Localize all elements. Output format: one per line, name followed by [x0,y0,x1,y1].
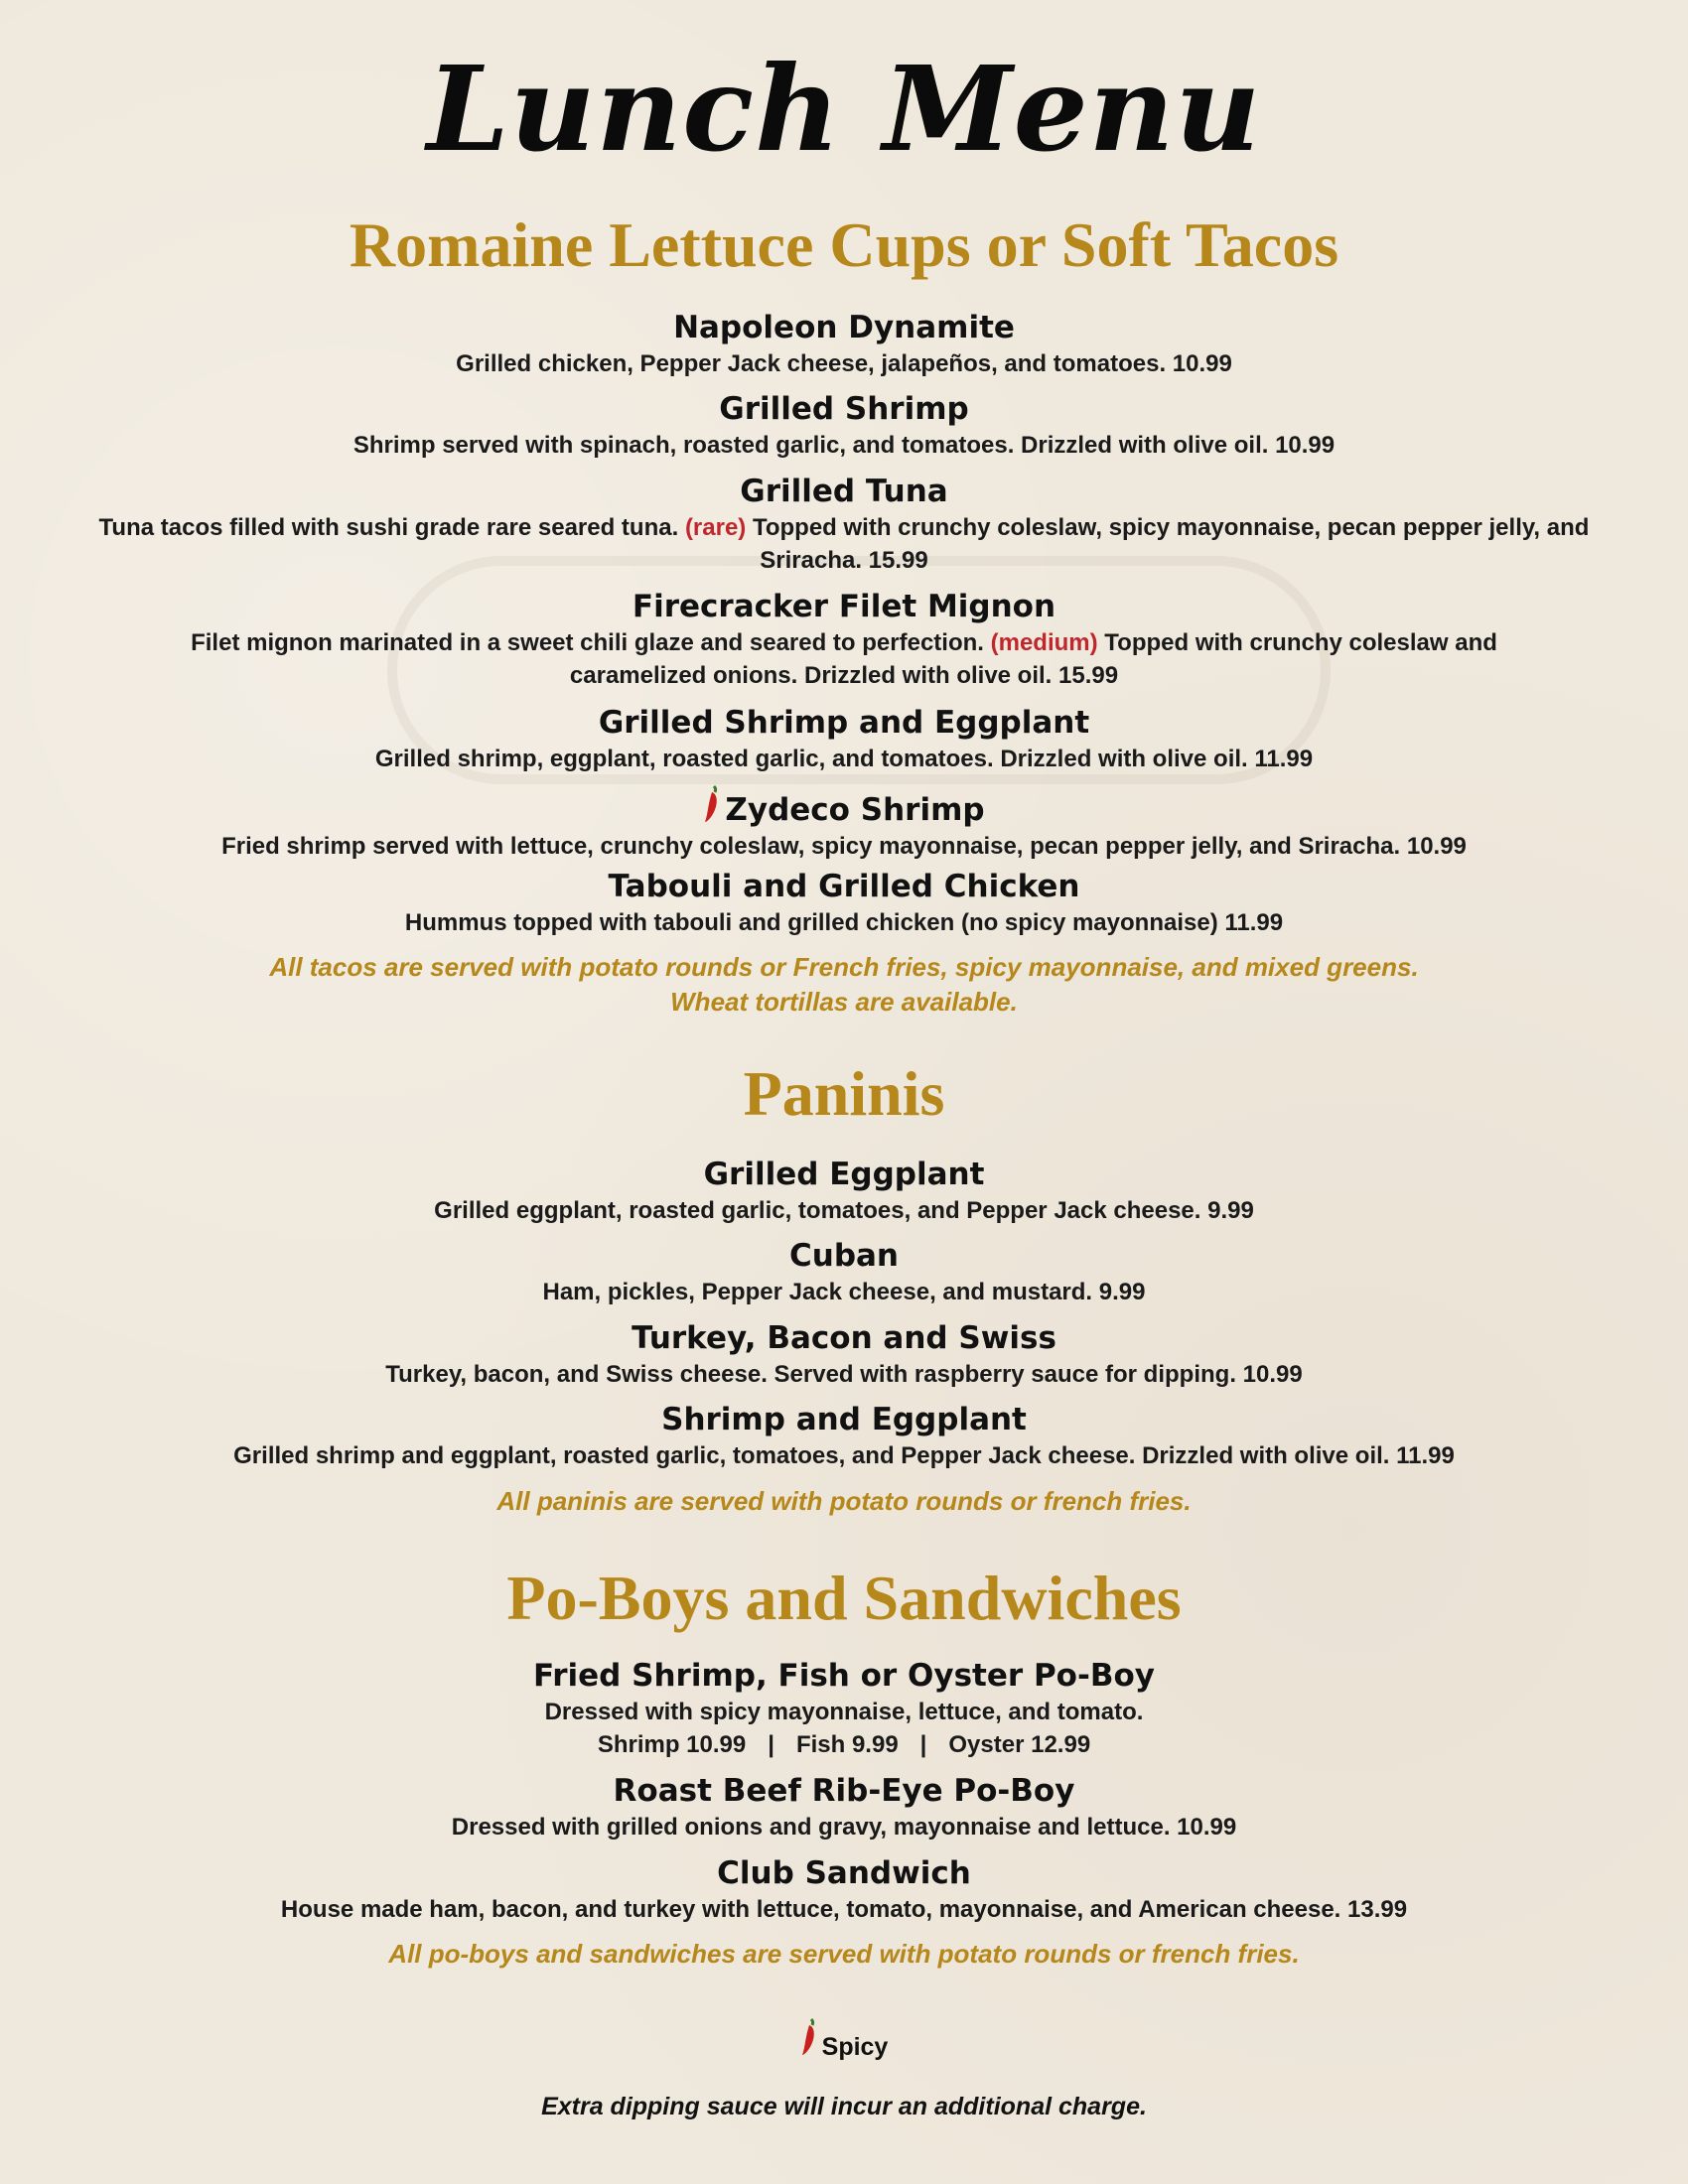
item-description: Grilled chicken, Pepper Jack cheese, jalapeños, and tomatoes. 10.99 [456,350,1232,377]
item-description: Turkey, bacon, and Swiss cheese. Served with raspberry sauce for dipping. 10.99 [385,1361,1303,1388]
desc-text: Tuna tacos filled with sushi grade rare seared tuna. [98,514,685,541]
menu-item [60,1236,1628,1308]
item-name: Fried Shrimp, Fish or Oyster Po-Boy [533,1658,1155,1694]
section-note [60,1484,1628,1519]
legend-label: Spicy [821,2033,889,2061]
item-description: Fried shrimp served with lettuce, crunchy coleslaw, spicy mayonnaise, pecan pepper jelly, and Sriracha. 10.99 [221,833,1467,860]
price-separator: | [919,1731,927,1758]
item-description: Grilled shrimp, eggplant, roasted garlic, and tomatoes. Drizzled with olive oil. 11.99 [374,746,1314,772]
item-name: Cuban [789,1238,899,1274]
item-name: Grilled Tuna [740,474,948,509]
item-name: Grilled Eggplant [703,1157,985,1192]
price-options [60,1728,1628,1761]
menu-item [60,1656,1628,1761]
menu-item [60,784,1628,863]
price-separator: | [768,1731,774,1758]
menu-item [60,867,1628,939]
menu-item [60,308,1628,380]
price-option: Oyster 12.99 [948,1731,1091,1758]
item-description: Grilled eggplant, roasted garlic, tomatoes, and Pepper Jack cheese. 9.99 [434,1197,1254,1224]
desc-text: Topped with crunchy coleslaw, spicy mayonnaise, pecan pepper jelly, and Sriracha. 15.99 [746,514,1590,574]
item-name: Roast Beef Rib-Eye Po-Boy [613,1773,1075,1809]
note-line: All po-boys and sandwiches are served with potato rounds or french fries. [388,1939,1300,1969]
section-heading-poboys: Po-Boys and Sandwiches [506,1563,1182,1633]
desc-text: Filet mignon marinated in a sweet chili glaze and seared to perfection. [191,629,991,656]
section-heading-tacos: Romaine Lettuce Cups or Soft Tacos [349,209,1339,280]
item-description: Hummus topped with tabouli and grilled chicken (no spicy mayonnaise) 11.99 [404,909,1284,936]
doneness-label: (rare) [684,514,747,541]
item-name-row [60,784,1628,830]
item-name: Zydeco Shrimp [725,792,985,828]
item-description [60,626,1628,692]
menu-item [60,1771,1628,1843]
item-description: Shrimp served with spinach, roasted garlic, and tomatoes. Drizzled with olive oil. 10.99 [352,432,1336,459]
section-note [60,950,1628,1020]
footer-note: Extra dipping sauce will incur an additional charge. [541,2093,1147,2120]
item-name: Turkey, Bacon and Swiss [632,1320,1056,1356]
price-option: Shrimp 10.99 [597,1731,747,1758]
item-name: Napoleon Dynamite [673,310,1015,345]
chili-pepper-icon [703,784,721,824]
item-description: Dressed with grilled onions and gravy, mayonnaise and lettuce. 10.99 [451,1814,1237,1841]
note-line: All tacos are served with potato rounds or French fries, spicy mayonnaise, and mixed greens. [269,952,1419,982]
item-description: House made ham, bacon, and turkey with lettuce, tomato, mayonnaise, and American cheese. 13.99 [280,1896,1408,1923]
section-heading-paninis: Paninis [743,1058,945,1129]
item-description: Ham, pickles, Pepper Jack cheese, and mustard. 9.99 [542,1279,1146,1305]
menu-item [60,1400,1628,1472]
menu-item [60,1318,1628,1391]
menu-item [60,1155,1628,1227]
spicy-legend [0,2015,1688,2062]
item-name: Club Sandwich [717,1855,971,1891]
menu-item [60,587,1628,692]
page-title: Lunch Menu [426,40,1262,178]
item-name: Grilled Shrimp [719,391,969,427]
item-description: Grilled shrimp and eggplant, roasted garlic, tomatoes, and Pepper Jack cheese. Drizzled with olive oil. 11.99 [233,1442,1455,1469]
note-line: Wheat tortillas are available. [670,987,1018,1017]
item-name: Shrimp and Eggplant [661,1402,1027,1437]
desc-text: Topped with crunchy coleslaw and caramelized onions. Drizzled with olive oil. 15.99 [569,629,1497,689]
chili-pepper-icon [800,2015,818,2059]
section-note [60,1937,1628,1972]
price-option: Fish 9.99 [795,1731,899,1758]
note-line: All paninis are served with potato rounds or french fries. [496,1486,1192,1516]
item-description [60,511,1628,577]
item-name: Firecracker Filet Mignon [632,589,1056,624]
item-name: Grilled Shrimp and Eggplant [598,705,1090,741]
menu-item [60,389,1628,462]
item-name: Tabouli and Grilled Chicken [608,869,1080,904]
item-description: Dressed with spicy mayonnaise, lettuce, and tomato. [544,1699,1144,1725]
menu-item [60,703,1628,775]
doneness-label: (medium) [990,629,1098,656]
menu-item [60,1853,1628,1926]
menu-item [60,472,1628,577]
